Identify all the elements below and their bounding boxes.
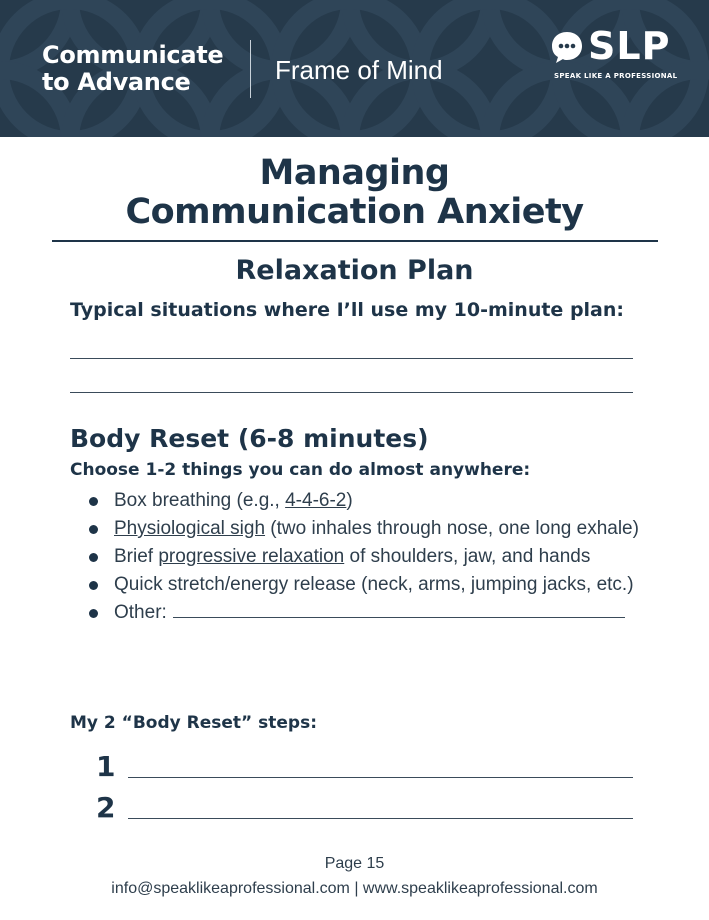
situations-line-2[interactable] <box>70 392 633 393</box>
contact-info[interactable]: info@speaklikeaprofessional.com | www.speaklikeaprofessional.com <box>111 880 598 897</box>
link-progressive-relaxation[interactable]: progressive relaxation <box>158 546 345 567</box>
step-2-line[interactable] <box>128 818 633 819</box>
logo-text: SLP <box>588 24 671 68</box>
slp-logo <box>550 24 690 82</box>
logo-tagline: SPEAK LIKE A PROFESSIONAL <box>554 72 678 80</box>
section-name: Frame of Mind <box>275 55 443 85</box>
step-number-2: 2 <box>96 791 116 824</box>
choose-instruction: Choose 1-2 things you can do almost anywhere: <box>70 460 531 480</box>
list-item: Quick stretch/energy release (neck, arms, jumping jacks, etc.) <box>84 571 654 599</box>
list-item <box>84 599 654 627</box>
body-reset-heading: Body Reset (6-8 minutes) <box>70 424 429 453</box>
situations-line-1[interactable] <box>70 358 633 359</box>
body-reset-list <box>84 487 654 627</box>
header-divider <box>250 40 251 98</box>
step-number-1: 1 <box>96 750 116 783</box>
my-steps-label: My 2 “Body Reset” steps: <box>70 713 317 733</box>
other-label: Other: <box>114 602 167 623</box>
title-line-2: Communication Anxiety <box>125 192 584 232</box>
brand-line-1: Communicate <box>42 41 224 69</box>
title-line-1: Managing <box>259 153 450 193</box>
brand-name <box>42 42 223 96</box>
page-header <box>0 0 709 137</box>
speech-bubble-icon <box>550 30 584 64</box>
situations-prompt: Typical situations where I’ll use my 10-minute plan: <box>70 299 624 321</box>
page-number: Page 15 <box>324 855 385 872</box>
title-rule <box>52 240 658 242</box>
brand-line-2: to Advance <box>42 68 191 96</box>
other-input-line[interactable] <box>173 603 625 618</box>
link-4-4-6-2[interactable]: 4-4-6-2 <box>285 490 347 511</box>
list-item: Box breathing (e.g., 4-4-6-2) <box>84 487 654 515</box>
list-item: Brief progressive relaxation of shoulders, jaw, and hands <box>84 543 654 571</box>
link-physiological-sigh[interactable]: Physiological sigh <box>114 518 266 539</box>
step-1-line[interactable] <box>128 777 633 778</box>
section-subtitle: Relaxation Plan <box>235 255 474 286</box>
list-item: Physiological sigh (two inhales through nose, one long exhale) <box>84 515 654 543</box>
page-title <box>0 154 709 232</box>
